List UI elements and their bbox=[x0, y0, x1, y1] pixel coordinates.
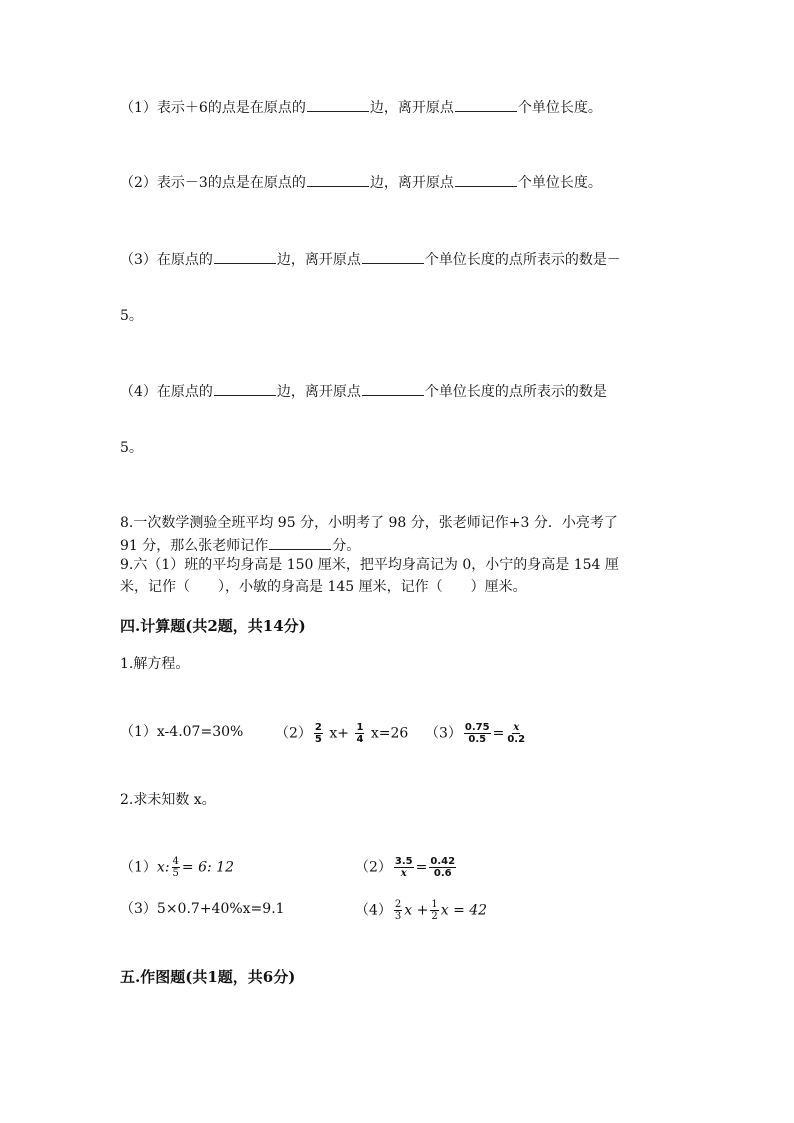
calc2-eq4: （4） $\frac{2}{3}$ x + $\frac{1}{2}$ x = 42 bbox=[355, 899, 488, 922]
q8-line1: 8.一次数学测验全班平均 95 分，小明考了 98 分，张老师记作+3 分．小亮考了 bbox=[120, 515, 618, 531]
fraction: $\frac{2}{3}$ bbox=[394, 899, 402, 922]
q7-part4: （4）在原点的 边，离开原点 个单位长度的点所表示的数是 bbox=[120, 381, 607, 402]
calc1-title: 1.解方程。 bbox=[120, 656, 190, 672]
answer-blank[interactable] bbox=[362, 381, 424, 396]
section-heading-drawing: 五.作图题(共1题，共6分) bbox=[120, 968, 296, 986]
q9-line1: 9.六（1）班的平均身高是 150 厘米，把平均身高记为 0，小宁的身高是 154 厘 bbox=[120, 557, 619, 573]
answer-blank[interactable] bbox=[307, 172, 369, 187]
answer-blank[interactable] bbox=[362, 249, 424, 264]
fraction: $\frac{2}{5}$ bbox=[314, 722, 322, 745]
section-heading-calc: 四.计算题(共2题，共14分) bbox=[120, 617, 306, 635]
fraction: $\frac{0.75}{0.5}$ bbox=[464, 722, 490, 745]
fraction: $\frac{1}{4}$ bbox=[356, 722, 364, 745]
answer-blank[interactable] bbox=[214, 381, 276, 396]
q7-part3-cont: 5。 bbox=[120, 308, 143, 324]
q7-part1: （1）表示＋6的点是在原点的 边，离开原点 个单位长度。 bbox=[120, 97, 602, 118]
q9-line2: 米，记作（ ），小敏的身高是 145 厘米，记作（ ）厘米。 bbox=[120, 579, 527, 595]
answer-blank[interactable] bbox=[269, 535, 331, 550]
calc2-eq3: （3）5×0.7+40%x=9.1 bbox=[120, 901, 285, 917]
answer-blank[interactable] bbox=[455, 172, 517, 187]
fraction: $\frac{x}{0.2}$ bbox=[507, 722, 526, 745]
fraction: $\frac{3.5}{x}$ bbox=[394, 856, 413, 879]
calc1-eq1: （1）x-4.07=30% bbox=[120, 724, 244, 740]
answer-blank[interactable] bbox=[307, 97, 369, 112]
calc1-eq2: （2） $\frac{2}{5}$ x+ $\frac{1}{4}$ x=26 bbox=[275, 722, 409, 745]
fraction: $\frac{1}{2}$ bbox=[431, 899, 438, 922]
fraction: $\frac{0.42}{0.6}$ bbox=[430, 856, 456, 879]
fraction: $\frac{4}{5}$ bbox=[172, 856, 179, 879]
q7-part4-cont: 5。 bbox=[120, 440, 143, 456]
calc1-eq3: （3） $\frac{0.75}{0.5}$ = $\frac{x}{0.2}$ bbox=[425, 722, 526, 745]
q7-part2: （2）表示－3的点是在原点的 边，离开原点 个单位长度。 bbox=[120, 172, 602, 193]
calc2-eq2: （2） $\frac{3.5}{x}$ = $\frac{0.42}{0.6}$ bbox=[355, 856, 456, 879]
answer-blank[interactable] bbox=[214, 249, 276, 264]
calc2-title: 2.求未知数 x。 bbox=[120, 792, 216, 808]
q7-part3: （3）在原点的 边，离开原点 个单位长度的点所表示的数是－ bbox=[120, 249, 621, 270]
calc2-eq1: （1）x: $\frac{4}{5}$ = 6: 12 bbox=[120, 856, 234, 879]
answer-blank[interactable] bbox=[455, 97, 517, 112]
q8-line2: 91 分，那么张老师记作 分。 bbox=[120, 535, 360, 556]
